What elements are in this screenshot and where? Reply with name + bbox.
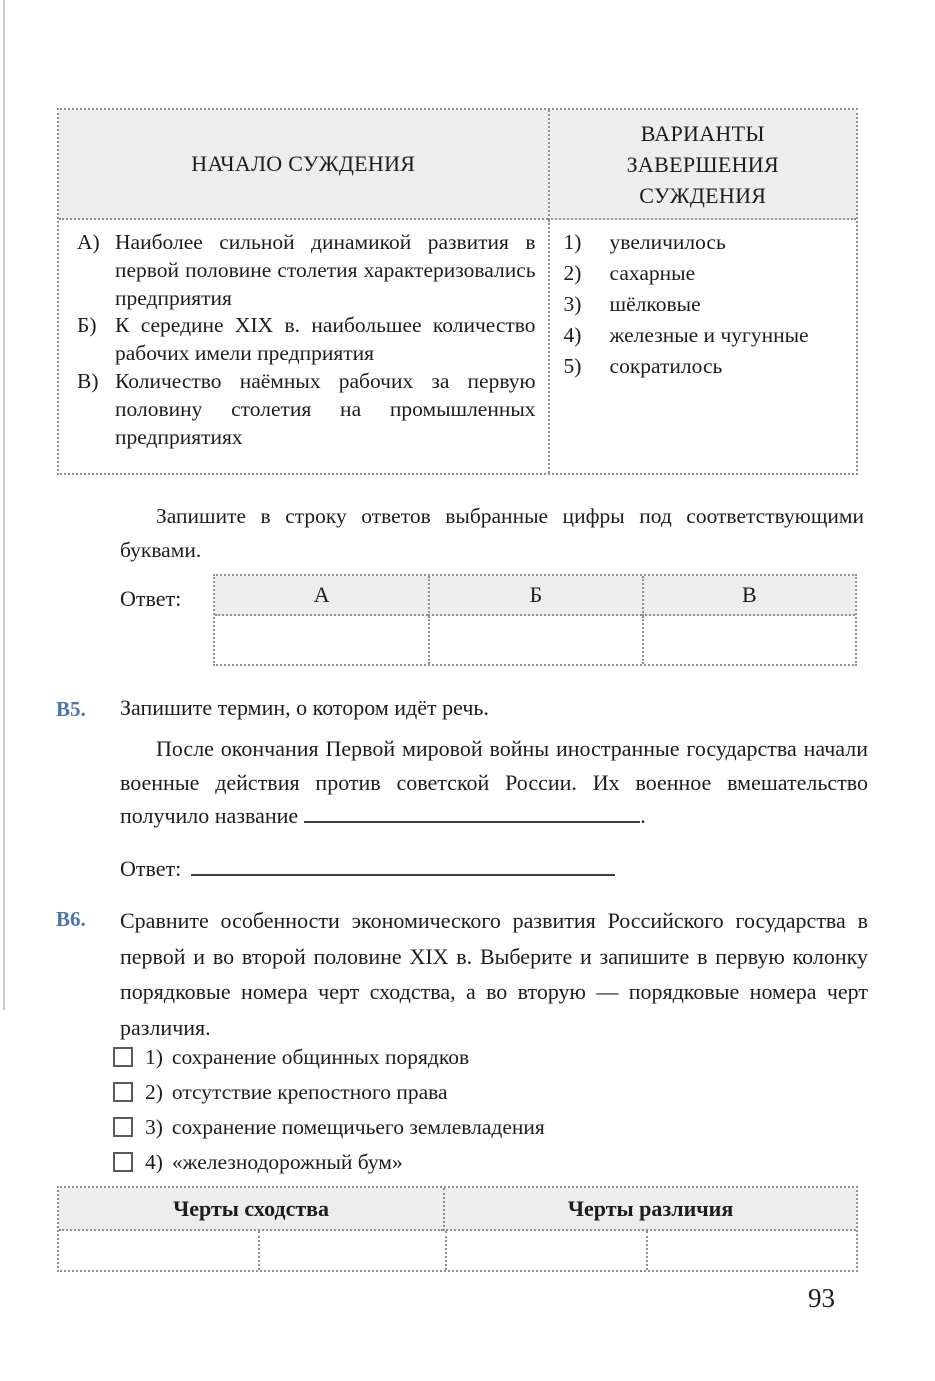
option-marker: 5) [563, 354, 582, 378]
compare-cell-similarities-2[interactable] [258, 1231, 444, 1270]
question-b6-label: В6. [56, 907, 86, 931]
answer-instruction: Запишите в строку ответов выбранные цифры под соответствующими буквами. [120, 504, 864, 562]
option-text: сократилось [609, 354, 723, 378]
answer-grid-header-v: В [642, 576, 855, 616]
item-text: сохранение общинных порядков [171, 1045, 470, 1069]
statement-marker: В) [77, 368, 99, 393]
checkbox-icon[interactable] [113, 1152, 133, 1172]
statement-marker: Б) [77, 313, 97, 338]
question-b5-label: В5. [56, 697, 86, 721]
header-left-text: НАЧАЛО СУЖДЕНИЯ [191, 151, 416, 176]
checkbox-icon[interactable] [113, 1047, 133, 1067]
compare-header-similarities: Черты сходства [59, 1188, 443, 1231]
matching-table [57, 108, 858, 475]
scan-edge-line [3, 0, 5, 1010]
b5-answer-label: Ответ: [120, 856, 182, 881]
answer-grid-label: Ответ: [120, 586, 182, 611]
answer-grid-cell-b[interactable] [428, 616, 641, 664]
answer-grid-header-a: А [215, 576, 428, 616]
option-row [564, 260, 848, 286]
compare-cell-similarities-1[interactable] [59, 1231, 258, 1270]
compare-cell-differences-2[interactable] [646, 1231, 856, 1270]
option-marker: 3) [563, 292, 582, 316]
option-row [564, 229, 848, 255]
item-text: сохранение помещичьего землевладения [171, 1115, 545, 1139]
option-row [564, 322, 848, 348]
statement-marker: А) [77, 230, 100, 254]
checklist-item [113, 1043, 545, 1071]
b5-fill-in-blank[interactable] [304, 802, 640, 823]
option-row [564, 291, 848, 317]
item-number: 4) [145, 1150, 163, 1174]
checkbox-icon[interactable] [113, 1117, 133, 1137]
question-b5-body [120, 732, 868, 833]
answer-grid-cell-v[interactable] [642, 616, 855, 664]
option-marker: 1) [563, 230, 582, 254]
compare-header-differences: Черты различия [443, 1188, 856, 1231]
checklist-item [113, 1113, 545, 1141]
answer-grid-cell-a[interactable] [215, 616, 428, 664]
b5-body-period: . [640, 803, 646, 828]
b5-answer-line[interactable] [191, 857, 615, 876]
option-text: железные и чугунные [609, 323, 809, 347]
compare-table-header-row [59, 1188, 856, 1231]
statement-row [77, 312, 536, 368]
option-text: увеличилось [609, 230, 726, 254]
statement-text: К середине XIX в. наибольшее количество рабочих имели предприятия [115, 313, 536, 366]
item-number: 2) [145, 1080, 163, 1104]
page-number: 93 [808, 1283, 835, 1313]
answer-grid-header-b: Б [428, 576, 641, 616]
option-row [564, 353, 848, 379]
option-marker: 4) [563, 323, 582, 347]
statement-row [77, 229, 536, 312]
compare-cell-differences-1[interactable] [445, 1231, 646, 1270]
question-b6-prompt: Сравните особенности экономического развития Российского государства в первой и во второй половине XIX в. Выберите и запишите в первую колонку порядковые номера черт сходства, а во вторую — порядковые номера черт различия. [120, 908, 868, 1040]
b5-body-text: После окончания Первой мировой войны иностранные государства начали военные действия против советской России. Их военное вмешательство получило название [120, 736, 868, 828]
b5-answer-row [120, 856, 615, 882]
matching-table-header-left [59, 110, 548, 220]
checklist-item [113, 1078, 545, 1106]
item-text: отсутствие крепостного права [171, 1080, 448, 1104]
matching-table-statements [59, 220, 548, 473]
b6-checklist [113, 1043, 545, 1183]
checkbox-icon[interactable] [113, 1082, 133, 1102]
item-text: «железнодорожный бум» [171, 1150, 403, 1174]
option-text: шёлковые [609, 292, 701, 316]
answer-grid [213, 574, 857, 666]
item-number: 3) [145, 1115, 163, 1139]
question-b5-prompt: Запишите термин, о котором идёт речь. [120, 695, 489, 720]
compare-table [57, 1186, 858, 1272]
statement-text: Количество наёмных рабочих за первую половину столетия на промышленных предприятиях [115, 368, 536, 449]
matching-table-options [548, 220, 856, 473]
option-marker: 2) [563, 261, 582, 285]
header-right-text: ВАРИАНТЫ ЗАВЕРШЕНИЯ СУЖДЕНИЯ [626, 120, 779, 208]
matching-table-header-right [548, 110, 856, 220]
item-number: 1) [145, 1045, 163, 1069]
compare-table-body-row [59, 1231, 856, 1270]
statement-text: Наиболее сильной динамикой развития в первой половине столетия характеризовались предприятия [115, 230, 536, 310]
statement-row [77, 368, 536, 451]
checklist-item [113, 1148, 545, 1176]
option-text: сахарные [609, 261, 696, 285]
